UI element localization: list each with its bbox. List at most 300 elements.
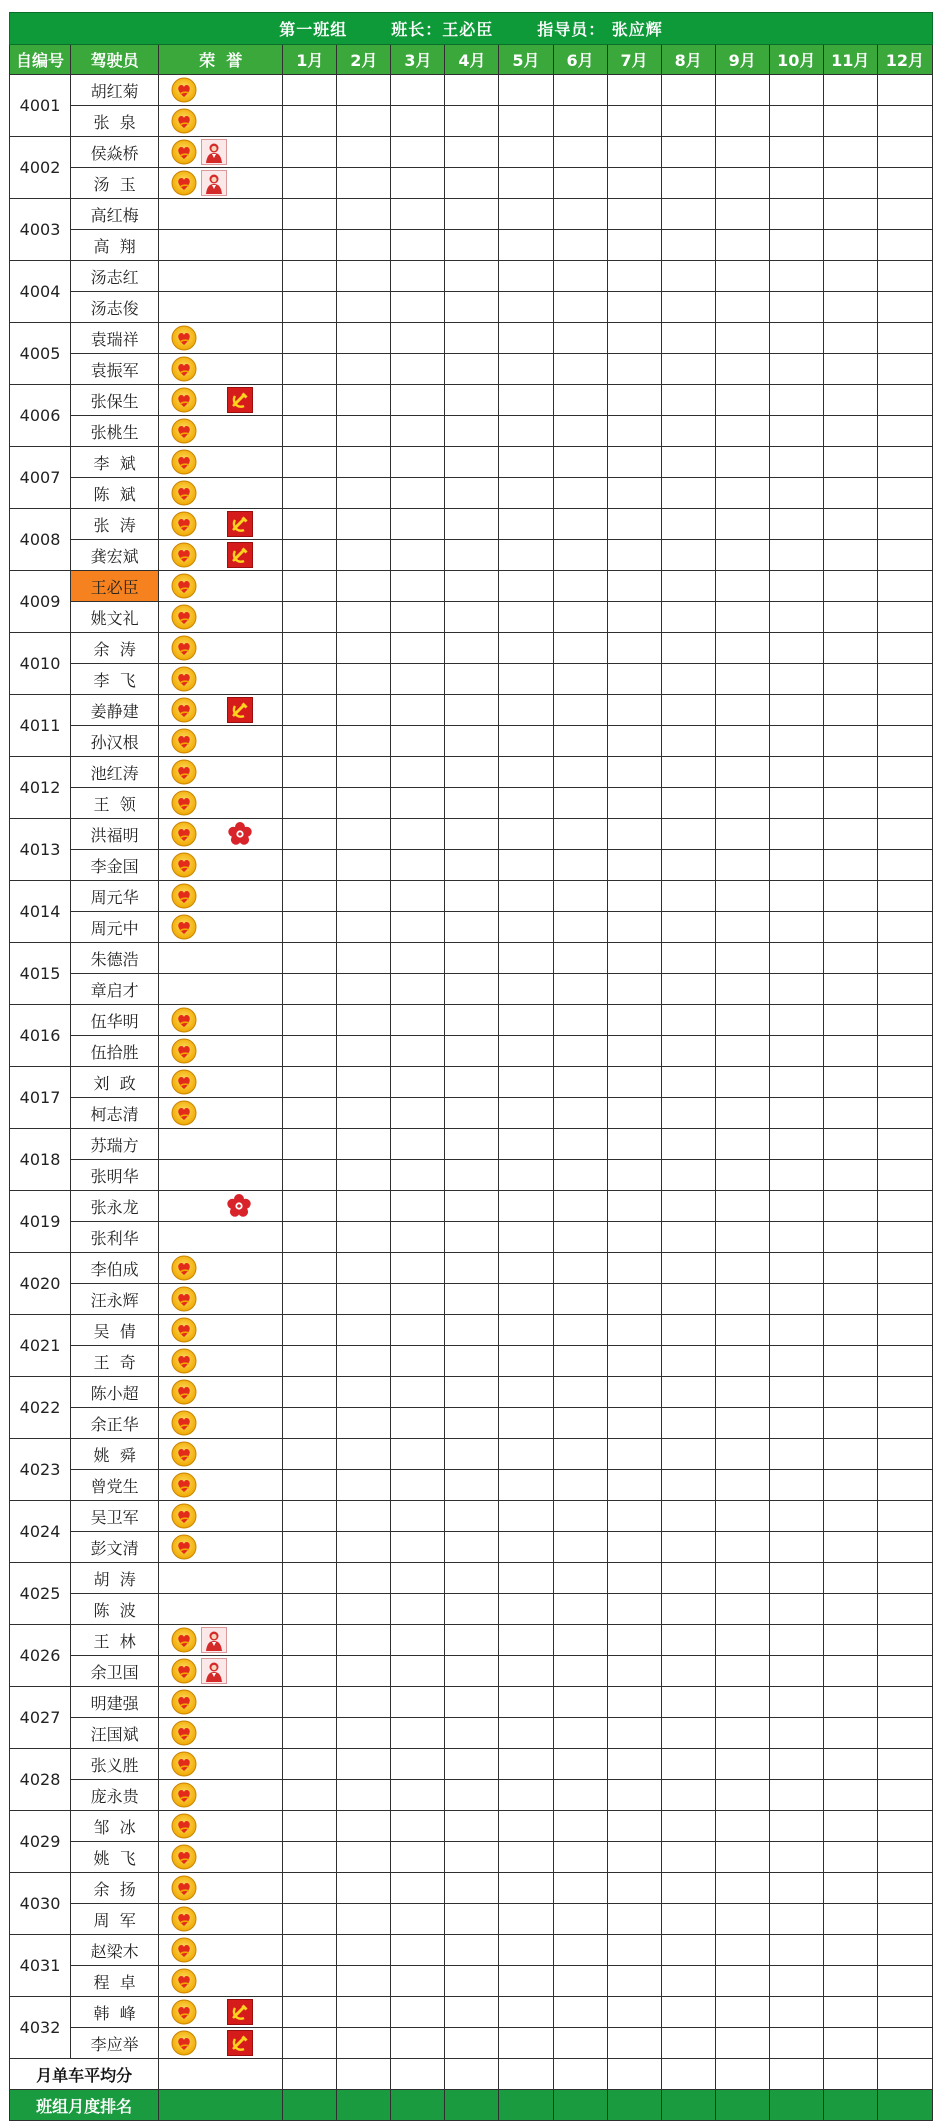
month-score-cell[interactable] [661, 354, 715, 385]
month-score-cell[interactable] [499, 1315, 553, 1346]
month-score-cell[interactable] [607, 788, 661, 819]
month-score-cell[interactable] [445, 1222, 499, 1253]
month-score-cell[interactable] [823, 1408, 877, 1439]
monthly-average-cell[interactable] [391, 2059, 445, 2090]
month-score-cell[interactable] [877, 1656, 932, 1687]
month-score-cell[interactable] [661, 974, 715, 1005]
month-score-cell[interactable] [823, 1935, 877, 1966]
month-score-cell[interactable] [877, 1935, 932, 1966]
month-score-cell[interactable] [823, 292, 877, 323]
month-score-cell[interactable] [769, 633, 823, 664]
month-score-cell[interactable] [337, 199, 391, 230]
monthly-rank-cell[interactable] [877, 2090, 932, 2121]
month-score-cell[interactable] [661, 1067, 715, 1098]
month-score-cell[interactable] [715, 137, 769, 168]
month-score-cell[interactable] [391, 602, 445, 633]
month-score-cell[interactable] [553, 819, 607, 850]
month-score-cell[interactable] [877, 1811, 932, 1842]
month-score-cell[interactable] [337, 1625, 391, 1656]
month-score-cell[interactable] [391, 1253, 445, 1284]
month-score-cell[interactable] [283, 1284, 337, 1315]
month-score-cell[interactable] [607, 819, 661, 850]
month-score-cell[interactable] [607, 1191, 661, 1222]
month-score-cell[interactable] [661, 1439, 715, 1470]
month-score-cell[interactable] [823, 1966, 877, 1997]
month-score-cell[interactable] [877, 1005, 932, 1036]
month-score-cell[interactable] [607, 1966, 661, 1997]
month-score-cell[interactable] [283, 137, 337, 168]
month-score-cell[interactable] [499, 1036, 553, 1067]
month-score-cell[interactable] [445, 1780, 499, 1811]
month-score-cell[interactable] [553, 943, 607, 974]
monthly-rank-cell[interactable] [391, 2090, 445, 2121]
month-score-cell[interactable] [769, 1687, 823, 1718]
month-score-cell[interactable] [877, 354, 932, 385]
month-score-cell[interactable] [661, 1191, 715, 1222]
month-score-cell[interactable] [553, 757, 607, 788]
month-score-cell[interactable] [877, 850, 932, 881]
month-score-cell[interactable] [823, 1222, 877, 1253]
month-score-cell[interactable] [499, 1284, 553, 1315]
month-score-cell[interactable] [715, 447, 769, 478]
month-score-cell[interactable] [283, 633, 337, 664]
month-score-cell[interactable] [445, 261, 499, 292]
month-score-cell[interactable] [877, 261, 932, 292]
month-score-cell[interactable] [607, 757, 661, 788]
month-score-cell[interactable] [877, 1222, 932, 1253]
month-score-cell[interactable] [337, 1656, 391, 1687]
month-score-cell[interactable] [715, 292, 769, 323]
month-score-cell[interactable] [391, 1036, 445, 1067]
month-score-cell[interactable] [391, 1222, 445, 1253]
month-score-cell[interactable] [283, 1129, 337, 1160]
month-score-cell[interactable] [445, 1935, 499, 1966]
month-score-cell[interactable] [391, 1532, 445, 1563]
month-score-cell[interactable] [445, 540, 499, 571]
month-score-cell[interactable] [769, 664, 823, 695]
month-score-cell[interactable] [769, 1067, 823, 1098]
month-score-cell[interactable] [553, 1687, 607, 1718]
month-score-cell[interactable] [445, 1501, 499, 1532]
month-score-cell[interactable] [283, 1532, 337, 1563]
month-score-cell[interactable] [391, 199, 445, 230]
month-score-cell[interactable] [769, 757, 823, 788]
month-score-cell[interactable] [823, 819, 877, 850]
month-score-cell[interactable] [391, 1191, 445, 1222]
month-score-cell[interactable] [823, 1594, 877, 1625]
month-score-cell[interactable] [337, 1098, 391, 1129]
month-score-cell[interactable] [283, 1346, 337, 1377]
month-score-cell[interactable] [769, 1439, 823, 1470]
month-score-cell[interactable] [877, 1036, 932, 1067]
month-score-cell[interactable] [661, 1966, 715, 1997]
month-score-cell[interactable] [877, 75, 932, 106]
month-score-cell[interactable] [337, 695, 391, 726]
month-score-cell[interactable] [337, 1346, 391, 1377]
month-score-cell[interactable] [769, 509, 823, 540]
month-score-cell[interactable] [337, 1749, 391, 1780]
month-score-cell[interactable] [499, 726, 553, 757]
month-score-cell[interactable] [283, 1904, 337, 1935]
month-score-cell[interactable] [391, 695, 445, 726]
month-score-cell[interactable] [337, 1594, 391, 1625]
month-score-cell[interactable] [499, 633, 553, 664]
month-score-cell[interactable] [877, 1594, 932, 1625]
month-score-cell[interactable] [445, 323, 499, 354]
month-score-cell[interactable] [607, 1780, 661, 1811]
month-score-cell[interactable] [877, 1563, 932, 1594]
month-score-cell[interactable] [661, 1377, 715, 1408]
month-score-cell[interactable] [391, 1749, 445, 1780]
month-score-cell[interactable] [661, 292, 715, 323]
month-score-cell[interactable] [337, 664, 391, 695]
month-score-cell[interactable] [337, 726, 391, 757]
monthly-rank-cell[interactable] [337, 2090, 391, 2121]
month-score-cell[interactable] [499, 1842, 553, 1873]
month-score-cell[interactable] [607, 1408, 661, 1439]
month-score-cell[interactable] [877, 726, 932, 757]
month-score-cell[interactable] [391, 726, 445, 757]
month-score-cell[interactable] [607, 1873, 661, 1904]
month-score-cell[interactable] [283, 1005, 337, 1036]
month-score-cell[interactable] [607, 974, 661, 1005]
month-score-cell[interactable] [553, 199, 607, 230]
month-score-cell[interactable] [391, 137, 445, 168]
month-score-cell[interactable] [823, 1842, 877, 1873]
monthly-average-cell[interactable] [607, 2059, 661, 2090]
month-score-cell[interactable] [499, 1997, 553, 2028]
month-score-cell[interactable] [499, 1780, 553, 1811]
month-score-cell[interactable] [553, 1656, 607, 1687]
monthly-rank-cell[interactable] [553, 2090, 607, 2121]
month-score-cell[interactable] [823, 75, 877, 106]
month-score-cell[interactable] [445, 385, 499, 416]
month-score-cell[interactable] [661, 1656, 715, 1687]
month-score-cell[interactable] [823, 602, 877, 633]
month-score-cell[interactable] [877, 602, 932, 633]
month-score-cell[interactable] [769, 1005, 823, 1036]
month-score-cell[interactable] [769, 912, 823, 943]
month-score-cell[interactable] [823, 230, 877, 261]
month-score-cell[interactable] [283, 1594, 337, 1625]
month-score-cell[interactable] [283, 726, 337, 757]
month-score-cell[interactable] [607, 695, 661, 726]
month-score-cell[interactable] [715, 1346, 769, 1377]
month-score-cell[interactable] [445, 1842, 499, 1873]
month-score-cell[interactable] [769, 726, 823, 757]
month-score-cell[interactable] [283, 1966, 337, 1997]
month-score-cell[interactable] [823, 571, 877, 602]
month-score-cell[interactable] [661, 602, 715, 633]
month-score-cell[interactable] [769, 1811, 823, 1842]
month-score-cell[interactable] [769, 199, 823, 230]
month-score-cell[interactable] [553, 168, 607, 199]
month-score-cell[interactable] [499, 788, 553, 819]
month-score-cell[interactable] [445, 788, 499, 819]
month-score-cell[interactable] [283, 1718, 337, 1749]
month-score-cell[interactable] [877, 1098, 932, 1129]
month-score-cell[interactable] [337, 75, 391, 106]
month-score-cell[interactable] [337, 602, 391, 633]
month-score-cell[interactable] [553, 230, 607, 261]
month-score-cell[interactable] [283, 757, 337, 788]
month-score-cell[interactable] [391, 788, 445, 819]
month-score-cell[interactable] [499, 1191, 553, 1222]
month-score-cell[interactable] [661, 1284, 715, 1315]
month-score-cell[interactable] [661, 1532, 715, 1563]
month-score-cell[interactable] [769, 1780, 823, 1811]
month-score-cell[interactable] [553, 1098, 607, 1129]
month-score-cell[interactable] [715, 1532, 769, 1563]
month-score-cell[interactable] [391, 1935, 445, 1966]
monthly-average-cell[interactable] [823, 2059, 877, 2090]
monthly-average-cell[interactable] [877, 2059, 932, 2090]
month-score-cell[interactable] [553, 1501, 607, 1532]
month-score-cell[interactable] [337, 819, 391, 850]
month-score-cell[interactable] [391, 447, 445, 478]
month-score-cell[interactable] [553, 447, 607, 478]
month-score-cell[interactable] [445, 1036, 499, 1067]
month-score-cell[interactable] [661, 1005, 715, 1036]
month-score-cell[interactable] [391, 974, 445, 1005]
month-score-cell[interactable] [823, 168, 877, 199]
month-score-cell[interactable] [445, 1687, 499, 1718]
month-score-cell[interactable] [661, 1904, 715, 1935]
month-score-cell[interactable] [499, 1501, 553, 1532]
month-score-cell[interactable] [715, 1966, 769, 1997]
month-score-cell[interactable] [337, 1284, 391, 1315]
month-score-cell[interactable] [445, 571, 499, 602]
month-score-cell[interactable] [661, 540, 715, 571]
month-score-cell[interactable] [769, 1935, 823, 1966]
month-score-cell[interactable] [715, 1036, 769, 1067]
month-score-cell[interactable] [283, 292, 337, 323]
month-score-cell[interactable] [553, 1780, 607, 1811]
month-score-cell[interactable] [769, 819, 823, 850]
month-score-cell[interactable] [607, 292, 661, 323]
month-score-cell[interactable] [283, 1067, 337, 1098]
month-score-cell[interactable] [877, 912, 932, 943]
month-score-cell[interactable] [337, 478, 391, 509]
month-score-cell[interactable] [823, 1780, 877, 1811]
month-score-cell[interactable] [445, 1067, 499, 1098]
monthly-rank-cell[interactable] [661, 2090, 715, 2121]
month-score-cell[interactable] [715, 757, 769, 788]
month-score-cell[interactable] [553, 1408, 607, 1439]
month-score-cell[interactable] [877, 1470, 932, 1501]
month-score-cell[interactable] [877, 571, 932, 602]
month-score-cell[interactable] [553, 1718, 607, 1749]
month-score-cell[interactable] [337, 1935, 391, 1966]
month-score-cell[interactable] [823, 137, 877, 168]
month-score-cell[interactable] [391, 1408, 445, 1439]
month-score-cell[interactable] [553, 1377, 607, 1408]
month-score-cell[interactable] [877, 974, 932, 1005]
month-score-cell[interactable] [607, 1749, 661, 1780]
month-score-cell[interactable] [823, 1656, 877, 1687]
month-score-cell[interactable] [337, 1532, 391, 1563]
month-score-cell[interactable] [715, 75, 769, 106]
month-score-cell[interactable] [283, 1439, 337, 1470]
month-score-cell[interactable] [661, 1842, 715, 1873]
month-score-cell[interactable] [715, 1470, 769, 1501]
month-score-cell[interactable] [553, 1997, 607, 2028]
month-score-cell[interactable] [661, 1222, 715, 1253]
month-score-cell[interactable] [283, 1191, 337, 1222]
month-score-cell[interactable] [769, 1718, 823, 1749]
month-score-cell[interactable] [661, 695, 715, 726]
month-score-cell[interactable] [337, 1160, 391, 1191]
month-score-cell[interactable] [391, 1005, 445, 1036]
month-score-cell[interactable] [661, 881, 715, 912]
month-score-cell[interactable] [337, 509, 391, 540]
month-score-cell[interactable] [607, 1315, 661, 1346]
month-score-cell[interactable] [607, 509, 661, 540]
month-score-cell[interactable] [769, 2028, 823, 2059]
month-score-cell[interactable] [607, 1160, 661, 1191]
month-score-cell[interactable] [553, 1594, 607, 1625]
month-score-cell[interactable] [445, 137, 499, 168]
month-score-cell[interactable] [661, 1718, 715, 1749]
month-score-cell[interactable] [877, 819, 932, 850]
month-score-cell[interactable] [769, 1284, 823, 1315]
month-score-cell[interactable] [823, 2028, 877, 2059]
month-score-cell[interactable] [553, 1625, 607, 1656]
month-score-cell[interactable] [823, 1315, 877, 1346]
month-score-cell[interactable] [337, 106, 391, 137]
month-score-cell[interactable] [661, 1594, 715, 1625]
month-score-cell[interactable] [823, 1470, 877, 1501]
month-score-cell[interactable] [283, 1160, 337, 1191]
month-score-cell[interactable] [607, 1439, 661, 1470]
month-score-cell[interactable] [445, 1594, 499, 1625]
month-score-cell[interactable] [607, 943, 661, 974]
month-score-cell[interactable] [823, 1997, 877, 2028]
month-score-cell[interactable] [661, 478, 715, 509]
month-score-cell[interactable] [877, 1501, 932, 1532]
month-score-cell[interactable] [607, 664, 661, 695]
month-score-cell[interactable] [715, 1935, 769, 1966]
month-score-cell[interactable] [499, 540, 553, 571]
month-score-cell[interactable] [769, 75, 823, 106]
month-score-cell[interactable] [283, 1408, 337, 1439]
month-score-cell[interactable] [661, 1346, 715, 1377]
month-score-cell[interactable] [445, 1470, 499, 1501]
month-score-cell[interactable] [823, 1439, 877, 1470]
month-score-cell[interactable] [823, 1005, 877, 1036]
month-score-cell[interactable] [877, 1904, 932, 1935]
month-score-cell[interactable] [715, 385, 769, 416]
month-score-cell[interactable] [445, 1997, 499, 2028]
month-score-cell[interactable] [715, 1191, 769, 1222]
month-score-cell[interactable] [661, 1129, 715, 1160]
month-score-cell[interactable] [499, 1470, 553, 1501]
month-score-cell[interactable] [715, 788, 769, 819]
month-score-cell[interactable] [499, 1439, 553, 1470]
month-score-cell[interactable] [391, 1594, 445, 1625]
month-score-cell[interactable] [337, 416, 391, 447]
month-score-cell[interactable] [715, 1687, 769, 1718]
month-score-cell[interactable] [607, 881, 661, 912]
month-score-cell[interactable] [337, 1129, 391, 1160]
month-score-cell[interactable] [283, 1687, 337, 1718]
month-score-cell[interactable] [823, 1904, 877, 1935]
month-score-cell[interactable] [715, 199, 769, 230]
month-score-cell[interactable] [553, 1067, 607, 1098]
month-score-cell[interactable] [391, 1098, 445, 1129]
month-score-cell[interactable] [499, 168, 553, 199]
month-score-cell[interactable] [877, 106, 932, 137]
monthly-rank-cell[interactable] [823, 2090, 877, 2121]
monthly-average-cell[interactable] [661, 2059, 715, 2090]
month-score-cell[interactable] [337, 943, 391, 974]
month-score-cell[interactable] [391, 1842, 445, 1873]
month-score-cell[interactable] [283, 571, 337, 602]
month-score-cell[interactable] [877, 1129, 932, 1160]
month-score-cell[interactable] [553, 1811, 607, 1842]
month-score-cell[interactable] [391, 540, 445, 571]
month-score-cell[interactable] [769, 1904, 823, 1935]
month-score-cell[interactable] [283, 1656, 337, 1687]
month-score-cell[interactable] [337, 1067, 391, 1098]
month-score-cell[interactable] [715, 726, 769, 757]
month-score-cell[interactable] [553, 2028, 607, 2059]
month-score-cell[interactable] [607, 540, 661, 571]
month-score-cell[interactable] [445, 974, 499, 1005]
month-score-cell[interactable] [877, 1408, 932, 1439]
month-score-cell[interactable] [499, 1966, 553, 1997]
month-score-cell[interactable] [391, 850, 445, 881]
month-score-cell[interactable] [337, 354, 391, 385]
month-score-cell[interactable] [337, 323, 391, 354]
monthly-average-cell[interactable] [715, 2059, 769, 2090]
month-score-cell[interactable] [607, 2028, 661, 2059]
month-score-cell[interactable] [823, 1067, 877, 1098]
month-score-cell[interactable] [445, 75, 499, 106]
month-score-cell[interactable] [499, 1718, 553, 1749]
month-score-cell[interactable] [499, 1904, 553, 1935]
month-score-cell[interactable] [337, 1377, 391, 1408]
month-score-cell[interactable] [553, 1005, 607, 1036]
month-score-cell[interactable] [823, 1129, 877, 1160]
month-score-cell[interactable] [769, 850, 823, 881]
month-score-cell[interactable] [715, 695, 769, 726]
month-score-cell[interactable] [391, 261, 445, 292]
month-score-cell[interactable] [445, 1315, 499, 1346]
month-score-cell[interactable] [499, 1625, 553, 1656]
month-score-cell[interactable] [445, 1532, 499, 1563]
month-score-cell[interactable] [769, 230, 823, 261]
month-score-cell[interactable] [823, 943, 877, 974]
month-score-cell[interactable] [715, 230, 769, 261]
month-score-cell[interactable] [823, 1687, 877, 1718]
month-score-cell[interactable] [499, 1687, 553, 1718]
month-score-cell[interactable] [661, 1687, 715, 1718]
month-score-cell[interactable] [769, 416, 823, 447]
month-score-cell[interactable] [877, 757, 932, 788]
month-score-cell[interactable] [715, 1780, 769, 1811]
month-score-cell[interactable] [445, 1098, 499, 1129]
month-score-cell[interactable] [553, 1439, 607, 1470]
month-score-cell[interactable] [553, 1036, 607, 1067]
month-score-cell[interactable] [715, 478, 769, 509]
month-score-cell[interactable] [877, 1191, 932, 1222]
month-score-cell[interactable] [391, 1873, 445, 1904]
month-score-cell[interactable] [445, 881, 499, 912]
month-score-cell[interactable] [337, 1470, 391, 1501]
month-score-cell[interactable] [391, 881, 445, 912]
month-score-cell[interactable] [877, 1315, 932, 1346]
